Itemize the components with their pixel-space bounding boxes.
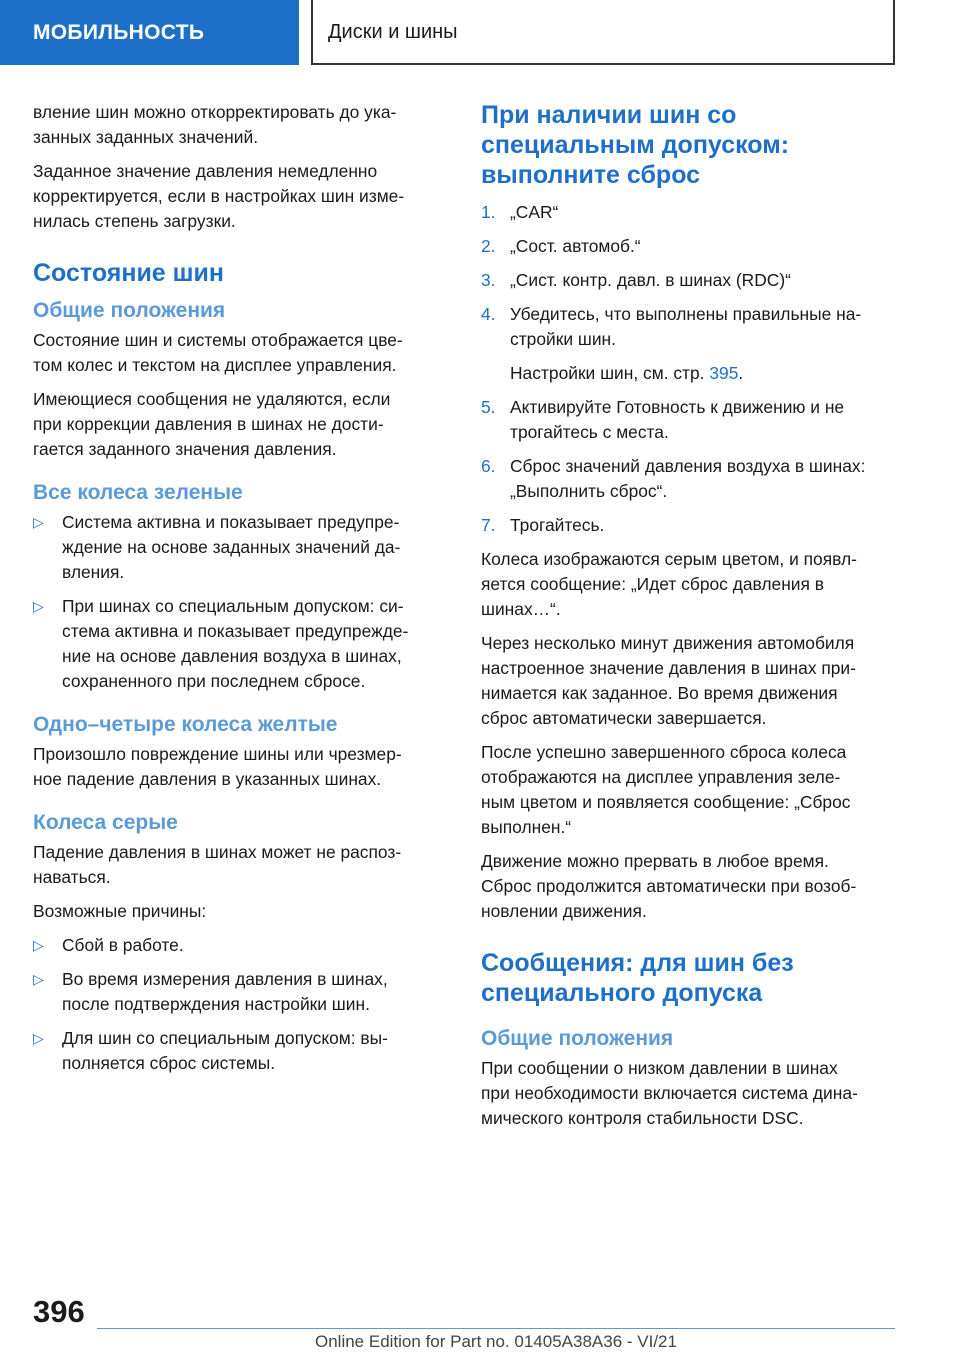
list-item: ▷ Для шин со специальным допуском: вы- полняется сброс системы.: [33, 1028, 388, 1073]
heading-general-2: Общие положения: [481, 1027, 674, 1050]
bullet-triangle-icon: ▷: [33, 937, 44, 953]
bullet-triangle-icon: ▷: [33, 971, 44, 987]
general-paragraph-1: Состояние шин и системы отображается цве- том колес и текстом на дисплее управления.: [33, 330, 403, 375]
step-item: 2. „Сост. автомоб.“: [481, 234, 901, 259]
heading-all-green: Все колеса зеленые: [33, 481, 243, 504]
list-item: ▷ Система активна и показывает предупре- ждение на основе заданных значений да- вления.: [33, 512, 401, 582]
bullet-triangle-icon: ▷: [33, 1030, 44, 1046]
edition-footer: Online Edition for Part no. 01405A38A36 - VI/21: [315, 1332, 677, 1351]
heading-yellow: Одно–четыре колеса желтые: [33, 713, 338, 736]
heading-general: Общие положения: [33, 299, 226, 322]
green-list: [33, 510, 443, 694]
intro-paragraph-1: вление шин можно откорректировать до ука- занных заданных значений.: [33, 102, 397, 147]
step-number: 3.: [481, 270, 496, 290]
heading-messages: Сообщения: для шин без специального допуска: [481, 949, 794, 1007]
reset-paragraph-2: Через несколько минут движения автомобиля настроенное значение давления в шинах при- нимается как заданное. Во время движения сброс автоматически завершается.: [481, 633, 856, 728]
step-item: 5. Активируйте Готовность к движению и не трогайтесь с места.: [481, 397, 845, 442]
bullet-triangle-icon: ▷: [33, 514, 44, 530]
list-item: ▷ Во время измерения давления в шинах, после подтверждения настройки шин.: [33, 969, 388, 1014]
list-item: ▷ При шинах со специальным допуском: си- стема активна и показывает предупрежде- ние на основе давления воздуха в шинах, сохраненного при последнем сбросе.: [33, 596, 409, 691]
step-item: 1. „CAR“: [481, 200, 901, 225]
reset-paragraph-4: Движение можно прервать в любое время. Сброс продолжится автоматически при возоб- новлении движения.: [481, 851, 857, 921]
heading-tire-status: Состояние шин: [33, 259, 224, 287]
step-number: 6.: [481, 456, 496, 476]
heading-reset: При наличии шин со специальным допуском: выполните сброс: [481, 101, 790, 189]
step-sub-note: Настройки шин, см. стр. 395.: [510, 363, 744, 383]
bullet-triangle-icon: ▷: [33, 598, 44, 614]
step-number: 4.: [481, 304, 496, 324]
step-item: 7. Трогайтесь.: [481, 513, 901, 538]
reset-paragraph-1: Колеса изображаются серым цветом, и появл- яется сообщение: „Идет сброс давления в шинах…“.: [481, 549, 857, 619]
reset-paragraph-3: После успешно завершенного сброса колеса отображаются на дисплее управления зеле- ным цветом и появляется сообщение: „Сброс выполнен.“: [481, 742, 851, 837]
reset-steps: [481, 200, 901, 538]
messages-paragraph: При сообщении о низком давлении в шинах при необходимости включается система дина- мического контроля стабильности DSC.: [481, 1058, 858, 1128]
step-number: 1.: [481, 202, 496, 222]
page-number: 396: [33, 1294, 85, 1329]
step-number: 5.: [481, 397, 496, 417]
yellow-paragraph: Произошло повреждение шины или чрезмер- ное падение давления в указанных шинах.: [33, 744, 402, 789]
heading-gray: Колеса серые: [33, 811, 178, 834]
section-tab: МОБИЛЬНОСТЬ: [0, 0, 299, 65]
gray-paragraph-2: Возможные причины:: [33, 901, 207, 921]
gray-paragraph-1: Падение давления в шинах может не распоз- наваться.: [33, 842, 402, 887]
gray-list: [33, 933, 443, 1076]
step-item: 3. „Сист. контр. давл. в шинах (RDC)“: [481, 268, 901, 293]
footer-divider: [97, 1328, 895, 1329]
left-column: [33, 100, 443, 1085]
step-number: 7.: [481, 515, 496, 535]
intro-paragraph-2: Заданное значение давления немедленно корректируется, если в настройках шин изме- нилась степень загрузки.: [33, 161, 405, 231]
chapter-title: Диски и шины: [311, 0, 895, 65]
general-paragraph-2: Имеющиеся сообщения не удаляются, если при коррекции давления в шинах не дости- гается заданного значения давления.: [33, 389, 391, 459]
step-item: 6. Сброс значений давления воздуха в шинах: „Выполнить сброс“.: [481, 456, 866, 501]
step-number: 2.: [481, 236, 496, 256]
list-item: ▷ Сбой в работе.: [33, 933, 443, 958]
page-reference-link[interactable]: 395: [709, 363, 739, 383]
step-item: 4. Убедитесь, что выполнены правильные на- стройки шин. Настройки шин, см. стр. 395.: [481, 302, 901, 386]
right-column: [481, 100, 901, 1140]
